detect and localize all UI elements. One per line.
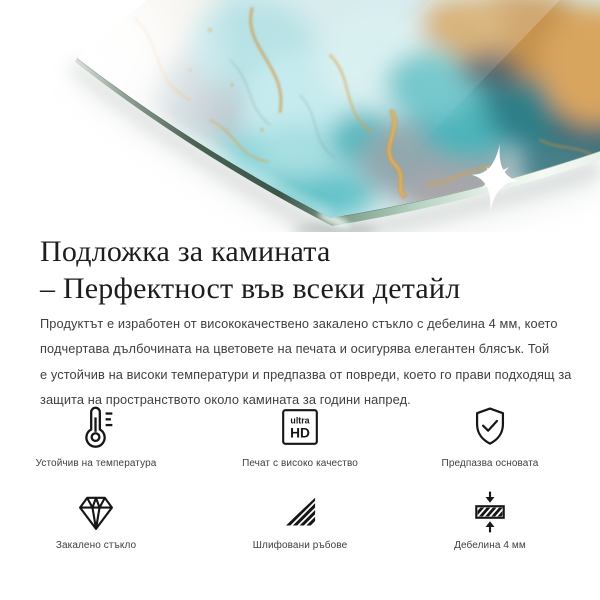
glass-panel-photo	[0, 0, 600, 232]
thermometer-icon	[71, 402, 121, 452]
thickness-arrows-icon	[467, 489, 513, 535]
ultra-hd-icon	[277, 404, 323, 450]
feature-label: Предпазва основата	[441, 458, 539, 469]
diamond-icon	[73, 489, 119, 535]
description-line: Продуктът е изработен от висококачествено закалено стъкло с дебелина 4 мм, което	[40, 316, 558, 331]
icon-box	[278, 489, 322, 535]
icon-box	[466, 401, 514, 453]
feature-protects-base	[390, 401, 590, 469]
description-line: е устойчив на високи температури и предпазва от повреди, което го прави подходящ за	[40, 366, 572, 382]
description-line: подчертава дълбочината на цветовете на печата и осигурява елегантен блясък. Той	[40, 341, 550, 357]
product-image	[0, 0, 600, 232]
product-description	[40, 311, 570, 413]
feature-label: Дебелина 4 мм	[454, 540, 526, 551]
shield-check-icon	[466, 403, 514, 451]
description-line: защита на пространството около камината за години напред.	[40, 392, 411, 408]
ultra-hd-text-top: ultra	[290, 415, 310, 426]
feature-polished-edges	[200, 489, 400, 551]
hatched-triangle-icon	[278, 490, 322, 534]
title-line-2: – Перфектност във всеки детайл	[40, 272, 461, 305]
feature-label: Шлифовани ръбове	[252, 540, 348, 551]
icon-box	[73, 489, 119, 535]
ultra-hd-text-bottom: HD	[290, 425, 310, 441]
feature-label: Печат с високо качество	[242, 458, 358, 469]
icon-box	[467, 489, 513, 535]
feature-label: Устойчив на температура	[35, 458, 157, 469]
feature-high-quality-print	[200, 401, 400, 469]
page-title	[40, 233, 460, 307]
feature-thickness-4mm	[390, 489, 590, 551]
title-line-1: Подложка за камината	[40, 235, 331, 268]
feature-label: Закалено стъкло	[55, 540, 137, 551]
feature-tempered-glass	[0, 489, 196, 551]
feature-temperature-resistant	[0, 401, 196, 469]
icon-box	[71, 401, 121, 453]
icon-box	[277, 401, 323, 453]
